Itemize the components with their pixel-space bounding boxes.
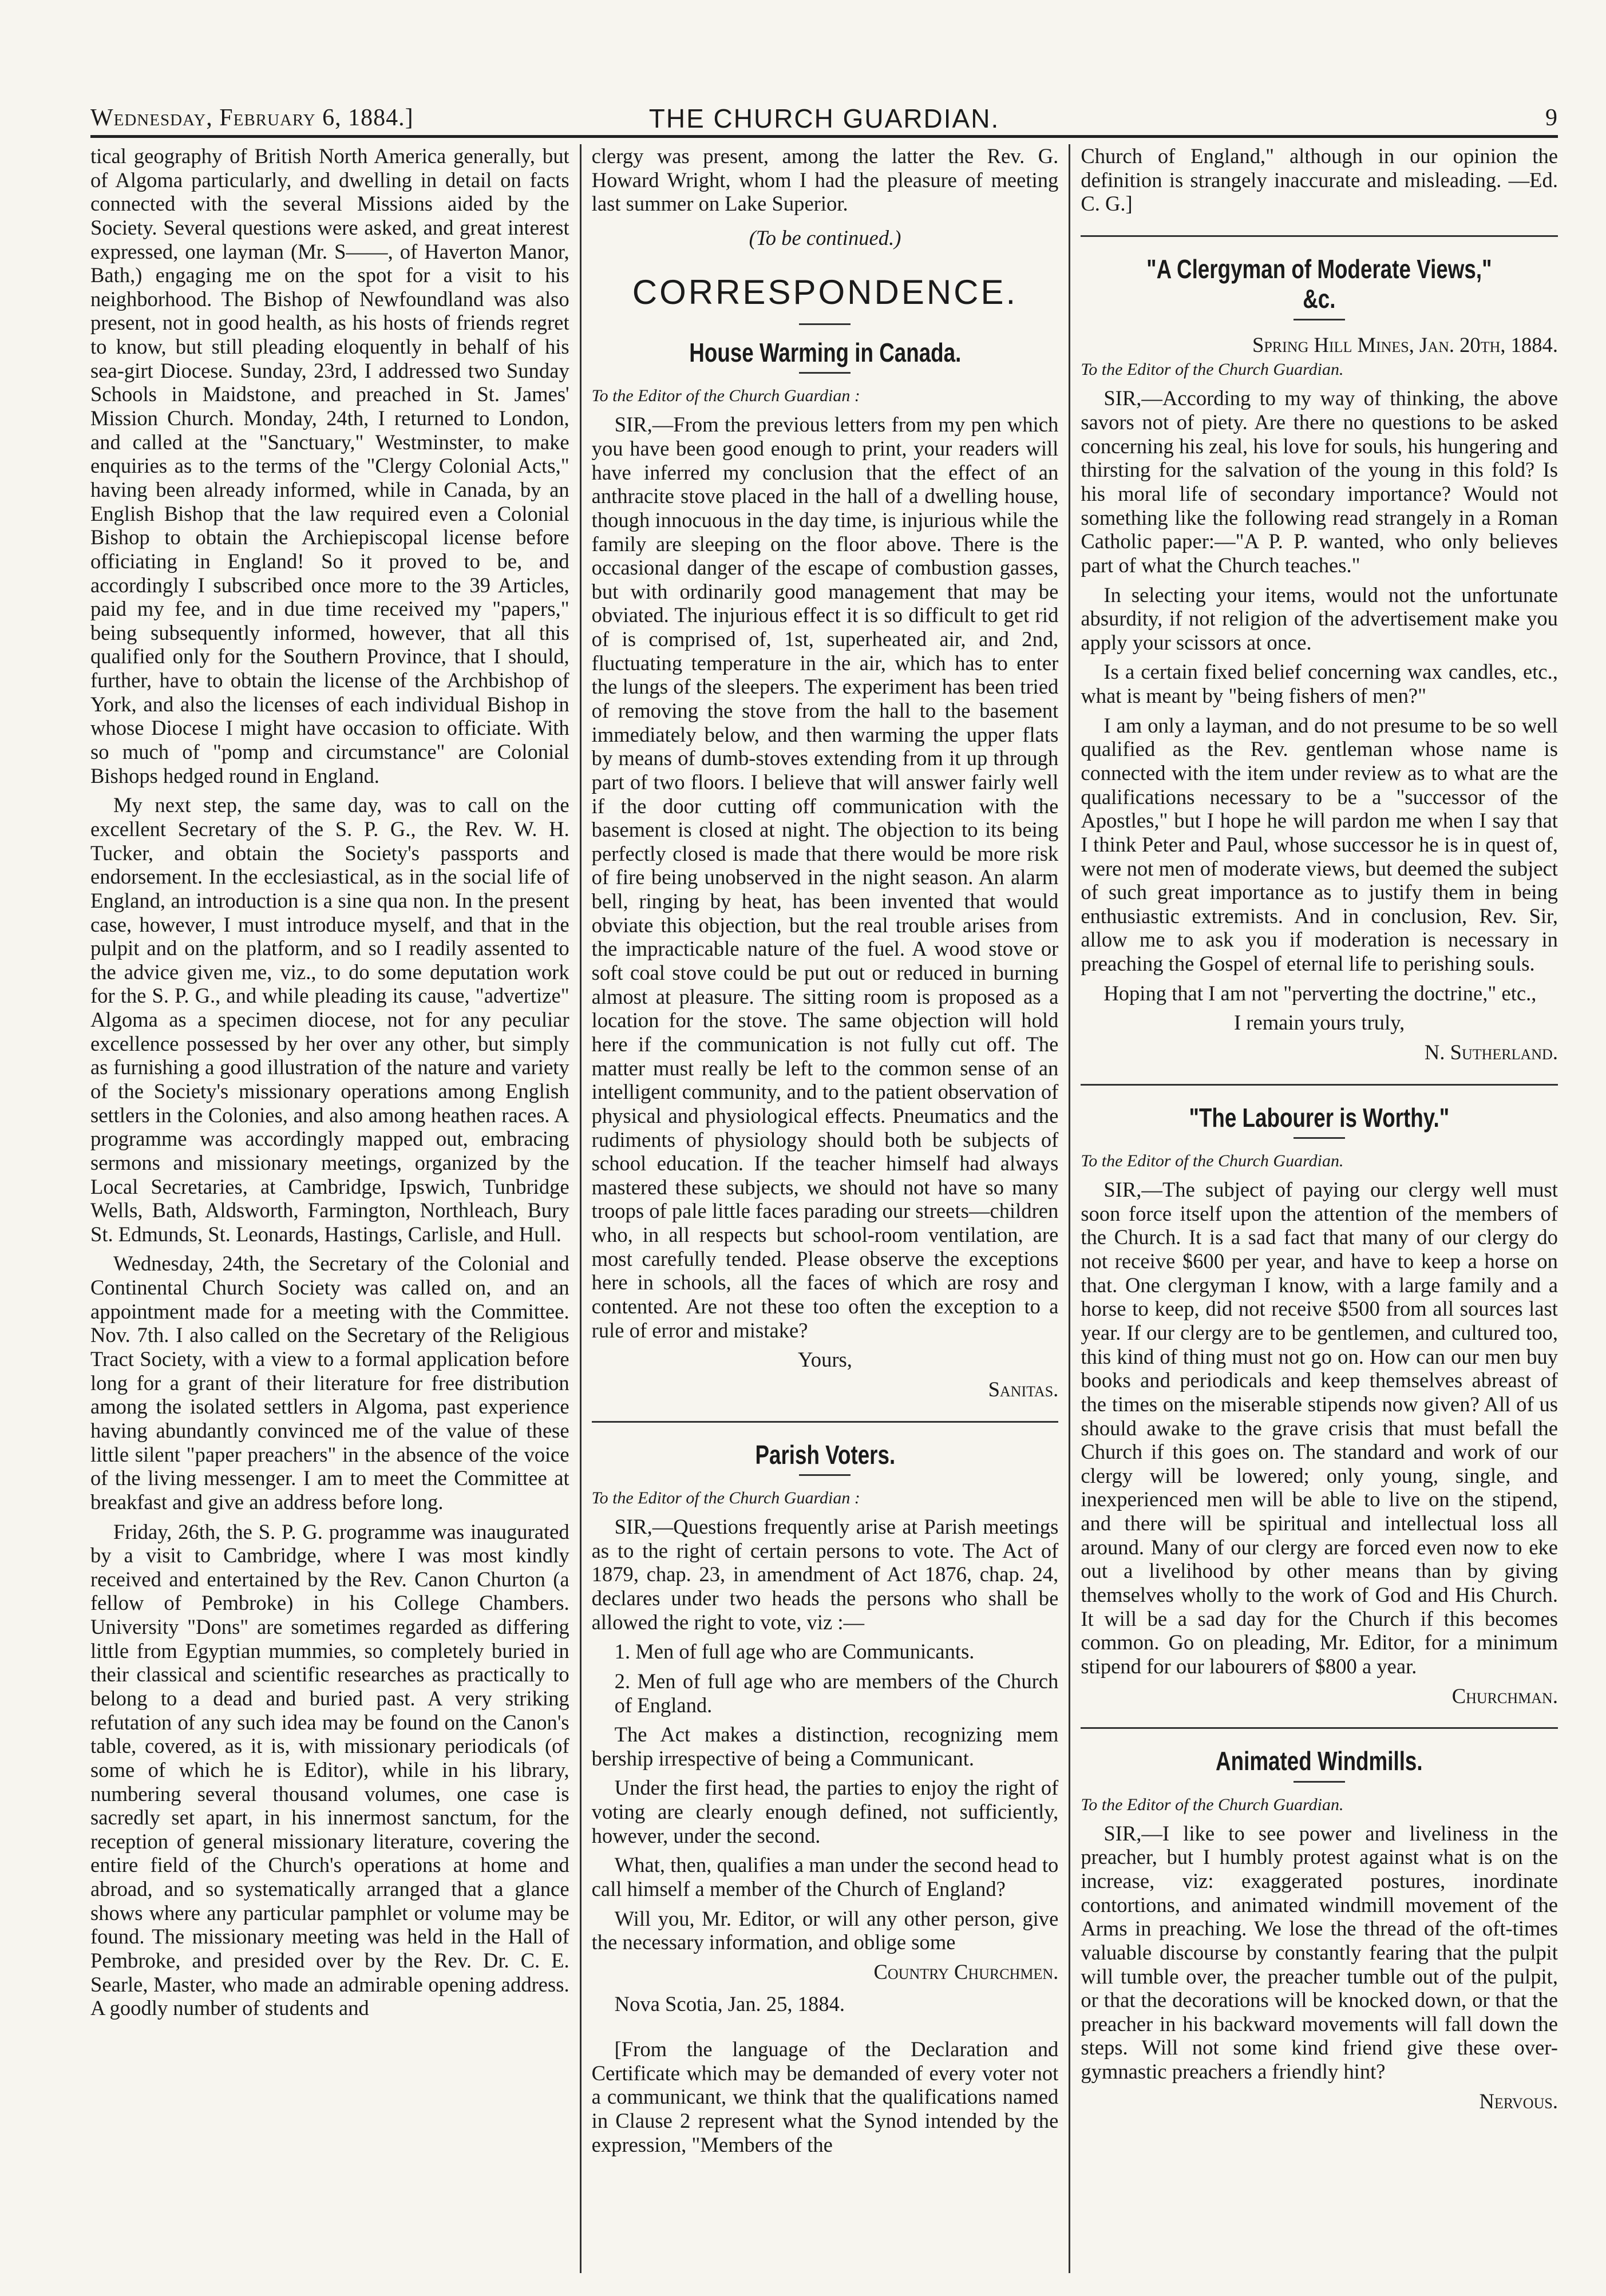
article-title: Parish Voters. <box>755 1439 895 1470</box>
column-3 <box>1069 144 1558 2273</box>
paragraph: Is a certain fixed belief concerning wax candles, etc., what is meant by "being fishers of men?" <box>1081 660 1558 708</box>
article-title: Animated Windmills. <box>1216 1746 1423 1776</box>
divider <box>799 372 851 374</box>
salutation: To the Editor of the Church Guardian. <box>1081 1151 1344 1171</box>
paragraph: The Act makes a distinction, recognizing mem bership irrespective of being a Communicant. <box>591 1723 1059 1770</box>
paragraph: SIR,—According to my way of thinking, the above savors not of piety. Are there no questions to be asked concerning his zeal, his love for souls, his hungering and thirsting for the salvation of the young in this fold? Is his moral life of secondary importance? Would not something like the following read strangely in a Roman Catholic paper:—"A P. P. wanted, who only believes part of what the Church teaches." <box>1081 386 1558 577</box>
dateline: Spring Hill Mines, Jan. 20th, 1884. <box>1252 332 1558 357</box>
letter-closing: I remain yours truly, <box>1233 1011 1405 1035</box>
paragraph: SIR,—The subject of paying our clergy well must soon force itself upon the attention of the members of the Church. It is a sad fact that many of our clergy do not receive $600 per year, and have to keep a horse on that. One clergyman I know, with a large family and a horse to keep, did not receive $500 from all sources last year. If our clergy are to be gentlemen, and cultured too, this kind of thing must not go on. How can our men buy books and periodicals and keep themselves abreast of the times on the miserable stipends now given? All of us should awake to the grave crisis that must befall the Church if this goes on. The standard and work of our clergy will be lowered; only young, single, and inexperienced men will be able to live on the stipend, and there will be spiritual and intellectual loss all around. Many of our clergy are forced even now to eke out a livelihood by other means than by giving themselves wholly to the work of God and His Church. It will be a sad day for the Church if this becomes common. Go on pleading, Mr. Editor, for a minimum stipend for our labourers of $800 a year. <box>1081 1178 1558 1678</box>
divider <box>799 1474 851 1476</box>
dateline: Nova Scotia, Jan. 25, 1884. <box>614 1992 845 2016</box>
salutation: To the Editor of the Church Guardian. <box>1081 1795 1344 1814</box>
editor-note-end: Church of England," although in our opinion the definition is strangely inaccurate and misleading. —Ed. C. G.] <box>1081 144 1558 216</box>
column-1 <box>90 144 580 2273</box>
divider <box>1081 1727 1558 1729</box>
letter-closing: Yours, <box>798 1348 852 1372</box>
signature: Nervous. <box>1479 2089 1558 2113</box>
column-2 <box>580 144 1069 2273</box>
paragraph: tical geography of British North America generally, but of Algoma particularly, and dwelling in detail on facts connected with the several Missions aided by the Society. Several questions were asked, and great interest expressed, one layman (Mr. S——, of Haverton Manor, Bath,) engaging me on the spot for a visit to his neighborhood. The Bishop of Newfoundland was also present, not in good health, as his hosts of friends regret to know, but still pleading eloquently in behalf of his sea-girt Diocese. Sunday, 23rd, I addressed two Sunday Schools in Maidstone, and preached in St. James' Mission Church. Monday, 24th, I returned to London, and called at the "Sanctuary," Westminster, to make enquiries as to the terms of the "Clergy Colonial Acts," having been already informed, while in Canada, by an English Bishop that the law required even a Colonial Bishop to obtain the Archiepiscopal license before officiating in England! So it proved to be, and accordingly I subscribed once more to the 39 Articles, paid my fee, and in due time received my "papers," being subsequently informed, however, that all this qualified only for the Southern Province, that I should, further, have to obtain the license of the Archbishop of York, and also the licenses of each individual Bishop in whose Diocese I might have occasion to officiate. With so much of "pomp and circumstance" are Colonial Bishops hedged round in England. <box>90 144 569 787</box>
signature: Sanitas. <box>988 1377 1059 1401</box>
paragraph: clergy was present, among the latter the Rev. G. Howard Wright, whom I had the pleasure of meeting last summer on Lake Superior. <box>591 144 1059 216</box>
masthead <box>90 101 1558 138</box>
signature: Country Churchmen. <box>873 1959 1059 1984</box>
paragraph: SIR,—I like to see power and liveliness in the preacher, but I humbly protest against what is on the increase, viz: exaggerated postures, inordinate contortions, and animated windmill movement of the Arms in preaching. We lose the thread of the oft-times valuable discourse by constantly fearing that the pulpit will tumble over, the preacher tumble out of the pulpit, or that the decorations will be knocked down, or that the preacher in his backward movements will fall down the steps. Will not some kind friend give these over-gymnastic preachers a friendly hint? <box>1081 1821 1558 2084</box>
list-item: 2. Men of full age who are members of the Church of England. <box>614 1669 1059 1717</box>
article-title: "The Labourer is Worthy." <box>1189 1102 1450 1133</box>
paragraph: Will you, Mr. Editor, or will any other person, give the necessary information, and oblige some <box>591 1906 1059 1954</box>
paragraph: Under the first head, the parties to enjoy the right of voting are clearly enough defined, not sufficiently, however, under the second. <box>591 1776 1059 1847</box>
to-be-continued: (To be continued.) <box>749 225 901 250</box>
article-columns <box>90 144 1558 2273</box>
divider <box>1293 1137 1345 1139</box>
divider <box>1293 319 1345 320</box>
paragraph: Friday, 26th, the S. P. G. programme was inaugurated by a visit to Cambridge, where I was most kindly received and entertained by the Rev. Canon Churton (a fellow of Pembroke) in his College Chambers. University "Dons" are sometimes regarded as differing little from Egyptian mummies, so completely buried in their classical and scientific researches as practically to belong to a dead and buried past. A very striking refutation of any such idea may be found on the Canon's table, covered, as it is, with missionary periodicals (of some of which he is Editor), while in his library, numbering several thousand volumes, one case is sacredly set apart, in his innermost sanctum, for the reception of general missionary literature, covering the entire field of the Church's operations at home and abroad, and so systematically arranged that a glance shows where any particular pamphlet or volume may be found. The missionary meeting was held in the Hall of Pembroke, and presided over by the Rev. Dr. C. E. Searle, Master, who made an admirable opening address. A goodly number of students and <box>90 1519 569 2020</box>
letter-body: SIR,—From the previous letters from my pen which you have been good enough to print, your readers will have inferred my conclusion that the effect of an anthracite stove placed in the hall of a dwelling house, though innocuous in the day time, is injurious while the family are sleeping on the floor above. There is the occasional danger of the escape of combustion gasses, but with ordinarily good management that may be obviated. The injurious effect it is so difficult to get rid of is comprised of, 1st, superheated air, and 2nd, fluctuating temperature in the air, which has to enter the lungs of the sleepers. The experiment has been tried of removing the stove from the hall to the basement immediately below, and then warming the upper flats by means of dumb-stoves extending from it up through part of two floors. I believe that will answer fairly well if the door cutting off communication with the basement is closed at night. The objection to its being perfectly closed is made that there would be more risk of fire being unobserved in the night season. An alarm bell, ringing by heat, has been invented that would obviate this objection, but the real trouble arises from the impracticable nature of the fuel. A wood stove or soft coal stove could be put out or reduced in burning almost at pleasure. The sitting room is proposed as a location for the stove. The same objection will hold here if the communication is not fully cut off. The matter must really be left to the common sense of an intelligent community, and to the patient observation of physical and physiological effects. Pneumatics and the rudiments of physiology should both be subjects of school education. If the teacher himself had always mastered these subjects, we should not have so many troops of pale little faces parading our streets—children who, in all respects but school-room ventilation, are most carefully tended. Please observe the exceptions here in schools, all the faces of which are rosy and contented. Are not these too often the exception to a rule of error and mistake? <box>591 413 1059 1342</box>
paragraph: Wednesday, 24th, the Secretary of the Colonial and Continental Church Society was called on, and an appointment made for a meeting with the Committee. Nov. 7th. I also called on the Secretary of the Religious Tract Society, with a view to a formal application before long for a grant of their literature for free distribution among the isolated settlers in Algoma, past experience having abundantly convinced me of the value of these little silent "paper preachers" in the absence of the voice of the living messenger. I am to meet the Committee at breakfast and give an address before long. <box>90 1252 569 1514</box>
divider <box>1293 1781 1345 1783</box>
divider <box>592 1421 1059 1423</box>
paragraph: My next step, the same day, was to call on the excellent Secretary of the S. P. G., the Rev. W. H. Tucker, and obtain the Society's passports and endorsement. In the ecclesiastical, as in the social life of England, an introduction is a sine qua non. In the present case, however, I must introduce myself, and that in the pulpit and on the platform, and so I readily assented to the advice given me, viz., to do some deputation work for the S. P. G., and while pleading its cause, "advertize" Algoma as a specimen diocese, not for any peculiar excellence possessed by her over any other, but simply as furnishing a good illustration of the nature and variety of the Society's missionary operations among English settlers in the Colonies, and also among heathen races. A programme was accordingly mapped out, embracing sermons and missionary meetings, organized by the Local Secretaries, at Cambridge, Ipswich, Tunbridge Wells, Bath, Aldsworth, Farmington, Northleach, Bury St. Edmunds, St. Leonards, Hastings, Carlisle, and Hull. <box>90 793 569 1246</box>
paragraph: Hoping that I am not "perverting the doctrine," etc., <box>1103 981 1537 1005</box>
paragraph: SIR,—Questions frequently arise at Parish meetings as to the right of certain persons to vote. The Act of 1879, chap. 23, in amendment of Act 1876, chap. 24, declares under two heads the persons who shall be allowed the right to vote, viz :— <box>591 1515 1059 1634</box>
editor-note: [From the language of the Declaration and Certificate which may be demanded of every voter not a communicant, we think that the qualifications named in Clause 2 represent what the Synod intended by the expression, "Members of the <box>591 2037 1059 2156</box>
newspaper-title: THE CHURCH GUARDIAN. <box>648 104 1000 133</box>
salutation: To the Editor of the Church Guardian : <box>591 1488 860 1507</box>
divider <box>1081 235 1558 237</box>
paragraph: In selecting your items, would not the unfortunate absurdity, if not religion of the advertisement make you apply your scissors at once. <box>1081 583 1558 654</box>
divider <box>1081 1084 1558 1086</box>
list-item: 1. Men of full age who are Communicants. <box>614 1640 975 1664</box>
divider <box>799 323 851 325</box>
article-title: House Warming in Canada. <box>689 337 962 367</box>
section-heading: CORRESPONDENCE. <box>632 272 1018 311</box>
salutation: To the Editor of the Church Guardian : <box>591 386 860 406</box>
article-title: "A Clergyman of Moderate Views," &c. <box>1146 254 1492 314</box>
paragraph: I am only a layman, and do not presume to be so well qualified as the Rev. gentleman whose name is connected with the item under review as to what are the qualifications necessary to be a "successor of the Apostles," but I hope he will pardon me when I say that I think Peter and Paul, whose successor he is in quest of, were not men of moderate views, but deemed the subject of such great importance as to justify them in being enthusiastic extremists. And in conclusion, Rev. Sir, allow me to ask you if moderation is necessary in preaching the Gospel of eternal life to perishing souls. <box>1081 713 1558 976</box>
paragraph: What, then, qualifies a man under the second head to call himself a member of the Church of England? <box>591 1853 1059 1901</box>
page-number: 9 <box>1545 105 1558 131</box>
signature: Churchman. <box>1451 1684 1558 1708</box>
signature: N. Sutherland. <box>1424 1040 1558 1064</box>
issue-date: Wednesday, February 6, 1884.] <box>90 105 414 131</box>
salutation: To the Editor of the Church Guardian. <box>1081 360 1344 379</box>
